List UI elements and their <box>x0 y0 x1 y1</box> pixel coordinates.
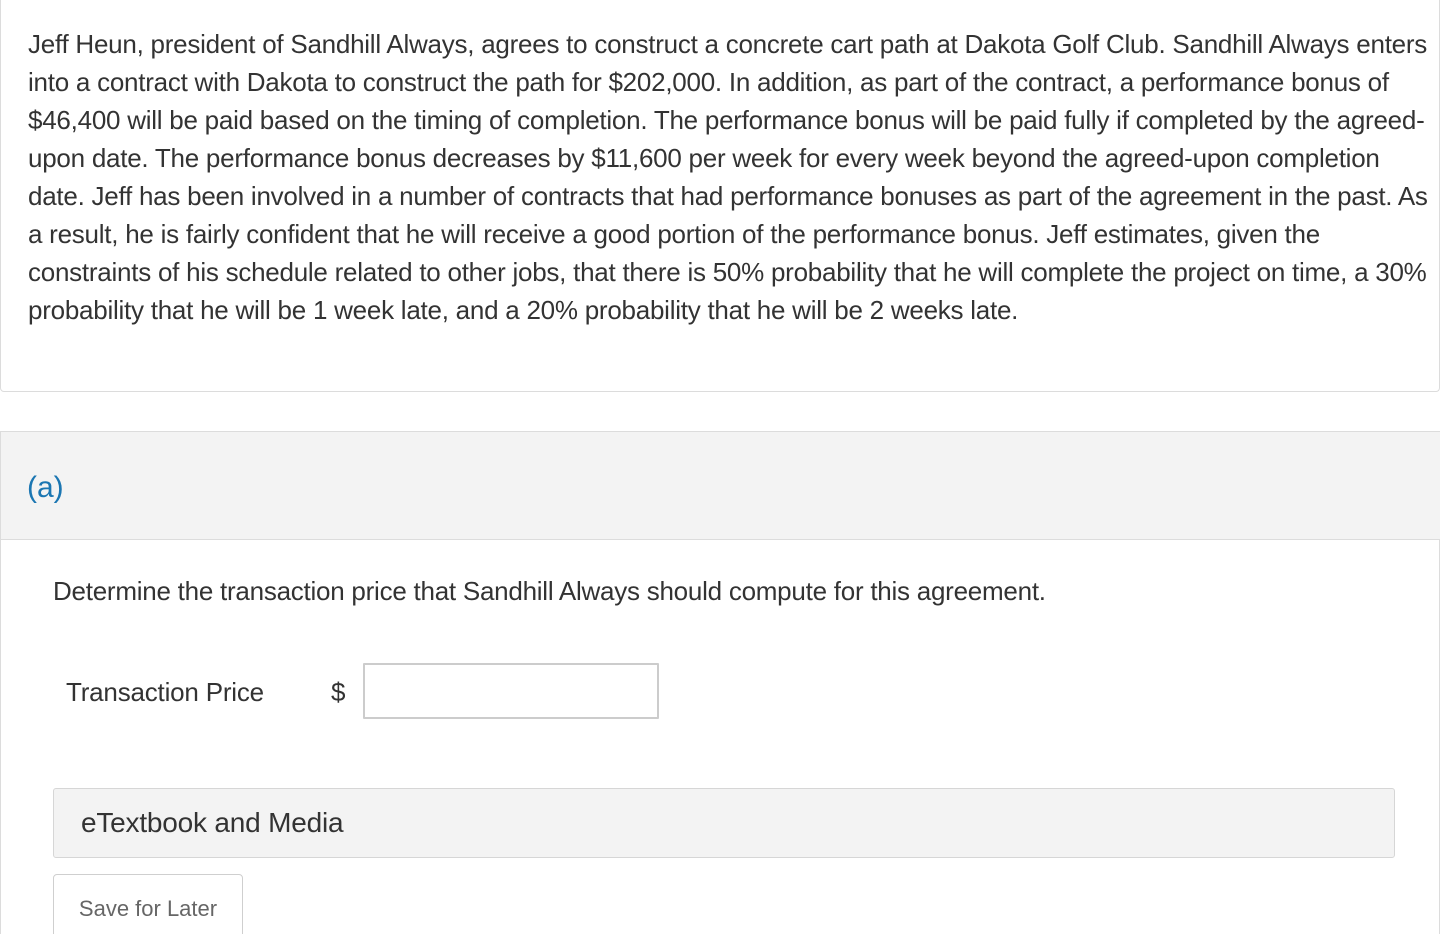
question-part-section <box>0 431 1440 934</box>
part-label: (a) <box>27 471 64 504</box>
etextbook-media-toggle[interactable] <box>53 788 1395 858</box>
problem-statement-card <box>0 0 1440 392</box>
transaction-price-label: Transaction Price <box>66 677 264 707</box>
part-header <box>1 432 1440 540</box>
etextbook-media-label: eTextbook and Media <box>81 807 344 838</box>
dollar-sign: $ <box>331 677 346 707</box>
transaction-price-input[interactable] <box>363 663 659 719</box>
question-text: Determine the transaction price that Sandhill Always should compute for this agreement. <box>53 576 1046 606</box>
save-for-later-button[interactable]: Save for Later <box>53 874 243 934</box>
problem-statement-text: Jeff Heun, president of Sandhill Always, agrees to construct a concrete cart path at Dakota Golf Club. Sandhill Always enters into a contract with Dakota to construct the path for $202,000. In addition, as part of the contract, a performance bonus of $46,400 will be paid based on the timing of completion. The performance bonus will be paid fully if completed by the agreed-upon date. The performance bonus decreases by $11,600 per week for every week beyond the agreed-upon completion date. Jeff has been involved in a number of contracts that had performance bonuses as part of the agreement in the past. As a result, he is fairly confident that he will receive a good portion of the performance bonus. Jeff estimates, given the constraints of his schedule related to other jobs, that there is 50% probability that he will complete the project on time, a 30% probability that he will be 1 week late, and a 20% probability that he will be 2 weeks late. <box>28 29 1428 325</box>
